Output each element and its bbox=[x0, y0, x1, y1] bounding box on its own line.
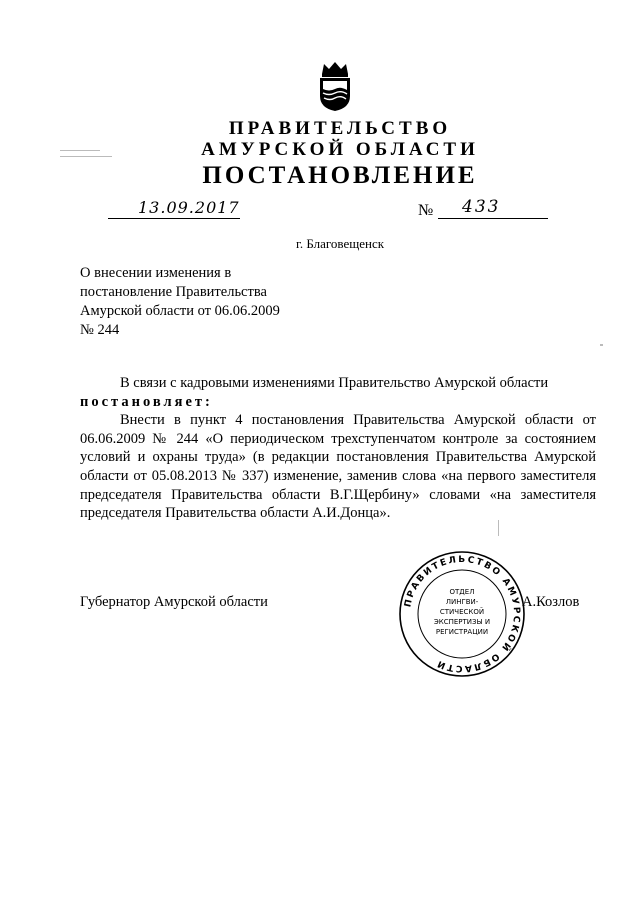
svg-text:РЕГИСТРАЦИИ: РЕГИСТРАЦИИ bbox=[435, 628, 489, 636]
number-sign: № bbox=[418, 202, 434, 219]
resolution-text: Внести в пункт 4 постановления Правительства Амурской области от 06.06.2009 № 244 «О периодическом трехступенчатом контроле за состоянием условий и охраны труда» (в редакции постановления Правительства Амурской области от 05.08.2013 № 337) изменение, заменив слова «на первого заместителя председателя Правительства области В.Г.Щербину» словами «на заместителя председателя Правительства области А.И.Донца». bbox=[80, 412, 596, 522]
preamble: В связи с кадровыми изменениями Правительство Амурской области bbox=[120, 375, 549, 391]
subject-line: О внесении изменения в bbox=[80, 265, 232, 281]
subject-line: № 244 bbox=[80, 322, 120, 338]
organization-name-line-1: ПРАВИТЕЛЬСТВО bbox=[228, 118, 452, 139]
scan-speck bbox=[60, 156, 112, 157]
scan-speck bbox=[600, 344, 603, 346]
city: г. Благовещенск bbox=[295, 236, 385, 251]
signatory-name: А.Козлов bbox=[522, 594, 580, 610]
svg-text:ОТДЕЛ: ОТДЕЛ bbox=[449, 588, 475, 596]
document-subject bbox=[80, 264, 300, 340]
signatory-title: Губернатор Амурской области bbox=[80, 594, 268, 610]
scan-speck bbox=[60, 150, 100, 151]
resolves-word: постановляет: bbox=[80, 393, 213, 410]
svg-text:СТИЧЕСКОЙ: СТИЧЕСКОЙ bbox=[439, 608, 485, 616]
svg-text:ЭКСПЕРТИЗЫ И: ЭКСПЕРТИЗЫ И bbox=[433, 618, 491, 626]
subject-line: Амурской области от 06.06.2009 bbox=[80, 303, 280, 319]
subject-line: постановление Правительства bbox=[80, 284, 267, 300]
document-body bbox=[80, 374, 596, 523]
official-stamp bbox=[398, 550, 526, 678]
scan-speck bbox=[498, 520, 499, 536]
document-number: 433 bbox=[462, 197, 501, 217]
document-date: 13.09.2017 bbox=[138, 198, 240, 217]
document-type-title: ПОСТАНОВЛЕНИЕ bbox=[202, 162, 478, 189]
coat-of-arms-emblem bbox=[316, 60, 354, 112]
svg-text:ПРАВИТЕЛЬСТВО АМУРСКОЙ ОБЛАСТИ: ПРАВИТЕЛЬСТВО АМУРСКОЙ ОБЛАСТИ bbox=[403, 554, 522, 674]
svg-text:ЛИНГВИ-: ЛИНГВИ- bbox=[445, 598, 479, 606]
organization-name-line-2: АМУРСКОЙ ОБЛАСТИ bbox=[201, 139, 479, 160]
